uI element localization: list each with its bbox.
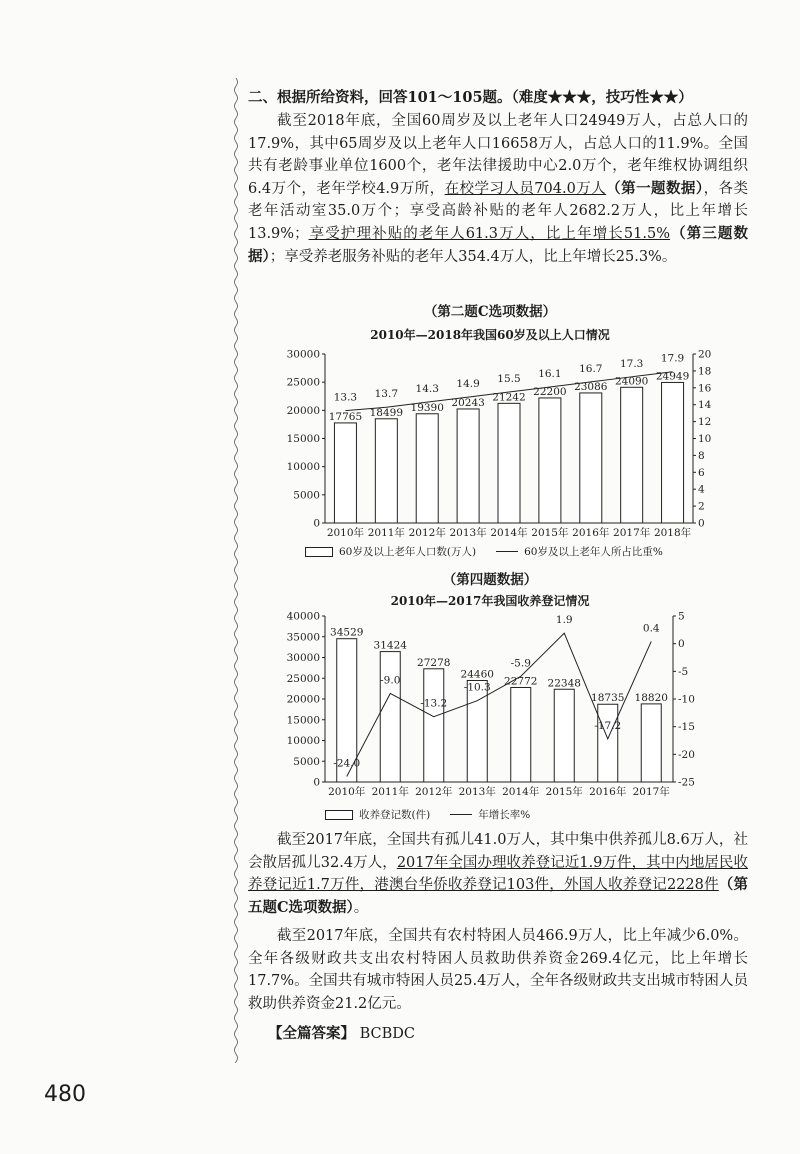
chart1-x-tick-label: 2015年	[531, 527, 569, 539]
chart2-line-value-label: -9.0	[380, 674, 401, 687]
chart1-right-tick-label: 4	[698, 483, 705, 496]
chart2-right-tick-label: -10	[678, 693, 695, 706]
chart2-left-tick-label: 0	[313, 776, 320, 789]
chart1-x-tick-label: 2010年	[326, 527, 365, 539]
para1-underlined-2: 享受护理补贴的老年人61.3万人，比上年增长51.5%	[308, 225, 670, 242]
chart2-line-value-label: 1.9	[555, 614, 573, 627]
chart1-bar	[334, 423, 356, 523]
page-number: 480	[44, 1082, 86, 1107]
chart1-right-tick-label: 20	[698, 348, 712, 361]
chart1-right-tick-label: 18	[698, 365, 712, 378]
chart2-legend-bar-label: 收养登记数(件)	[359, 809, 431, 821]
chart1-right-tick-label: 10	[698, 433, 712, 445]
chart2-line-value-label: 0.4	[642, 622, 660, 635]
chart2-bar-value-label: 27278	[417, 656, 451, 669]
answer-label: 【全篇答案】	[268, 1025, 355, 1042]
chart1-bar-value-label: 19390	[410, 401, 444, 414]
chart1-x-tick-label: 2013年	[449, 527, 487, 539]
chart2-bar	[511, 687, 531, 782]
chart1-right-tick-label: 6	[698, 466, 705, 479]
chart1-left-tick-label: 15000	[286, 433, 320, 445]
para1-underlined-1: 在校学习人员704.0万人	[444, 180, 607, 197]
chart2-x-tick-label: 2017年	[632, 786, 670, 798]
chart1-line-value-label: 14.3	[415, 383, 439, 396]
answer-line	[268, 1022, 415, 1043]
chart2-right-tick-label: -5	[678, 665, 689, 678]
chart2-left-tick-label: 20000	[286, 693, 320, 706]
chart1-left-tick-label: 10000	[286, 461, 320, 474]
chart1-legend-line-label: 60岁及以上老年人所占比重%	[524, 546, 663, 558]
chart2-x-tick-label: 2016年	[589, 786, 627, 798]
chart1-left-tick-label: 0	[313, 517, 320, 530]
chart2-x-tick-label: 2015年	[545, 786, 583, 798]
answer-value: BCBDC	[359, 1026, 416, 1042]
para2-text-2: 。	[353, 899, 369, 916]
chart1-right-tick-label: 12	[698, 416, 712, 429]
chart1-line-value-label: 16.7	[579, 362, 603, 375]
chart1-x-tick-label: 2016年	[572, 527, 610, 539]
chart1-bar-value-label: 20243	[451, 396, 485, 409]
chart2-line-value-label: -10.3	[463, 681, 491, 694]
chart1-bar	[498, 403, 520, 523]
chart1-caption: （第二题C选项数据）	[423, 304, 557, 320]
chart1-bar-value-label: 24090	[614, 375, 649, 388]
para1-note-2: （第三题数据）	[248, 224, 748, 265]
para3-text: 截至2017年底，全国共有农村特困人员466.9万人，比上年减少6.0%。全年各级财政共支出农村特困人员救助供养资金269.4亿元，比上年增长17.7%。全国共有城市特困人员25.4万人，全年各级财政共支出城市特困人员救助供养资金21.2亿元。	[248, 928, 748, 1012]
chart2-legend-line-label: 年增长率%	[478, 809, 531, 821]
chart2-bar-value-label: 34529	[330, 626, 364, 639]
chart1-elderly-population	[255, 340, 725, 545]
legend-bar-swatch	[325, 810, 353, 820]
chart2-bar-value-label: 22348	[547, 677, 581, 690]
para1-text-1: 截至2018年底，全国60周岁及以上老年人口24949万人，占总人口的17.9%，其中65周岁及以上老年人口16658万人，占总人口的11.9%。全国共有老龄事业单位1600个，老年法律援助中心2.0万个，老年维权协调组织6.4万个，老年学校4.9万所，	[248, 113, 748, 197]
chart1-right-tick-label: 2	[698, 500, 705, 513]
chart1-bar	[662, 382, 684, 523]
chart1-bar	[621, 387, 643, 523]
chart2-bar	[554, 689, 574, 782]
chart2-left-tick-label: 10000	[286, 735, 320, 747]
chart2-left-tick-label: 30000	[286, 652, 320, 664]
chart2-left-tick-label: 5000	[293, 755, 320, 768]
chart2-bar-value-label: 22772	[504, 675, 538, 688]
chart2-x-tick-label: 2010年	[328, 786, 366, 798]
chart1-left-tick-label: 20000	[286, 404, 320, 417]
chart1-title: 2010年—2018年我国60岁及以上人口情况	[370, 328, 610, 342]
chart2-bar	[598, 704, 618, 782]
chart2-left-tick-label: 25000	[286, 672, 320, 685]
chart1-x-tick-label: 2011年	[367, 527, 405, 539]
legend-line-swatch	[496, 551, 518, 552]
chart1-line-value-label: 17.9	[660, 352, 685, 365]
legend-line-swatch	[450, 814, 472, 815]
chart2-right-tick-label: -20	[678, 748, 695, 761]
chart1-bar-value-label: 23086	[574, 380, 608, 393]
chart1-right-tick-label: 0	[698, 517, 705, 530]
left-margin-wavy-line	[232, 78, 240, 1063]
chart1-line-value-label: 13.7	[374, 388, 399, 401]
chart2-bar	[467, 680, 487, 782]
chart2-x-tick-label: 2013年	[458, 786, 496, 798]
chart2-bar-value-label: 24460	[460, 668, 494, 681]
chart1-line-value-label: 15.5	[497, 373, 521, 386]
chart2-left-tick-label: 15000	[286, 714, 320, 727]
para1-text-3: ；享受养老服务补贴的老年人354.4万人，比上年增长25.3%。	[269, 248, 677, 265]
chart1-right-tick-label: 8	[698, 449, 705, 462]
paragraph-special-hardship	[248, 925, 748, 1015]
para2-underlined-1: 2017年全国办理收养登记近1.9万件，其中内地居民收养登记近1.7万件，港澳台华侨收养登记103件，外国人收养登记2228件	[248, 854, 748, 894]
chart2-left-tick-label: 40000	[286, 610, 320, 623]
chart2-left-tick-label: 35000	[286, 631, 320, 644]
chart2-line-value-label: -24.0	[333, 757, 361, 770]
chart1-x-tick-label: 2012年	[408, 527, 446, 539]
chart2-bar-value-label: 18735	[591, 692, 625, 705]
chart1-bar	[580, 393, 602, 523]
paragraph-orphans-adoption	[248, 829, 748, 919]
para2-note-1: （第五题C选项数据）	[248, 876, 749, 916]
chart1-bar-value-label: 22200	[533, 385, 567, 398]
chart2-x-tick-label: 2011年	[371, 786, 409, 798]
chart2-line-value-label: -5.9	[510, 657, 531, 670]
section-heading: 二、根据所给资料，回答101～105题。（难度★★★，技巧性★★）	[248, 89, 693, 106]
paragraph-elderly-population	[248, 110, 748, 268]
chart2-bar-value-label: 18820	[634, 691, 668, 704]
chart2-bar-value-label: 31424	[373, 639, 407, 652]
chart1-bar	[457, 409, 479, 523]
chart2-bar	[424, 669, 444, 782]
chart1-bar-value-label: 21242	[492, 391, 526, 404]
chart1-bar	[375, 419, 397, 523]
chart1-line-value-label: 13.3	[333, 391, 358, 404]
chart2-right-tick-label: 5	[678, 610, 685, 623]
chart2-right-tick-label: -15	[678, 721, 695, 734]
chart2-x-tick-label: 2014年	[502, 786, 540, 798]
chart2-caption: （第四题数据）	[442, 572, 538, 588]
chart1-bar-value-label: 17765	[328, 410, 363, 423]
chart1-left-tick-label: 30000	[286, 348, 320, 361]
chart2-line-value-label: -17.2	[594, 719, 622, 732]
chart1-legend-bar-label: 60岁及以上老年人口数(万人)	[339, 546, 477, 558]
para1-note-1: （第一题数据）	[606, 179, 704, 197]
chart1-bar	[539, 398, 561, 523]
chart2-x-tick-label: 2012年	[415, 786, 453, 798]
legend-bar-swatch	[305, 547, 333, 557]
chart1-line-value-label: 14.9	[456, 378, 480, 391]
chart2-line-value-label: -13.2	[420, 697, 448, 710]
chart1-line-value-label: 16.1	[538, 367, 562, 380]
para1-text-2: ，各类老年活动室35.0万个；享受高龄补贴的老年人2682.2万人，比上年增长13.9%；	[248, 180, 749, 242]
chart1-x-tick-label: 2017年	[613, 527, 651, 539]
chart2-legend	[325, 807, 530, 822]
chart1-x-tick-label: 2014年	[490, 527, 528, 539]
chart2-right-tick-label: -25	[678, 776, 695, 789]
chart1-bar-value-label: 24949	[655, 370, 690, 383]
chart1-x-tick-label: 2018年	[653, 527, 692, 539]
chart1-right-tick-label: 16	[698, 382, 712, 395]
chart1-bar-value-label: 18499	[369, 406, 404, 419]
chart2-title: 2010年—2017年我国收养登记情况	[390, 594, 590, 608]
chart1-line-value-label: 17.3	[619, 357, 644, 370]
chart1-left-tick-label: 5000	[293, 489, 320, 502]
chart2-bar	[380, 652, 400, 782]
chart1-bar	[416, 414, 438, 523]
chart1-left-tick-label: 25000	[286, 376, 320, 389]
chart2-adoption-registration	[255, 606, 725, 806]
para2-text-1: 截至2017年底，全国共有孤儿41.0万人，其中集中供养孤儿8.6万人，社会散居孤儿32.4万人，	[248, 832, 748, 871]
chart1-legend	[305, 544, 663, 559]
chart1-right-tick-label: 14	[698, 399, 712, 412]
chart2-bar	[641, 704, 661, 782]
chart2-right-tick-label: 0	[678, 638, 685, 651]
